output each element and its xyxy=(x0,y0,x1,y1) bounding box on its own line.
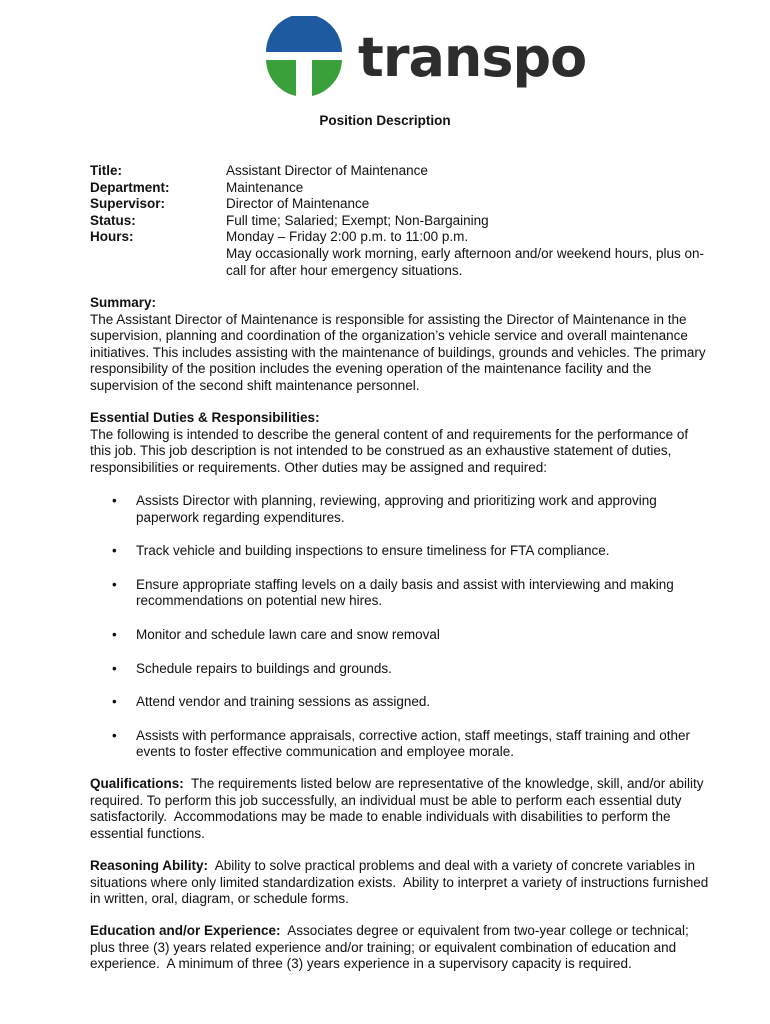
bullet-icon: • xyxy=(112,694,117,710)
duties-section xyxy=(90,410,712,476)
field-value: May occasionally work morning, early afternoon and/or weekend hours, plus on-call for after hour emergency situations. xyxy=(226,245,704,278)
field-label: Title: xyxy=(90,163,123,178)
reasoning-heading: Reasoning Ability: xyxy=(90,858,209,873)
bullet-icon: • xyxy=(112,576,117,592)
duties-intro: The following is intended to describe the general content of and requirements for the performance of this job. This job description is not intended to be construed as an exhaustive statement of duties, responsibilities or requirements. Other duties may be assigned and required: xyxy=(90,426,689,475)
field-value: Monday – Friday 2:00 p.m. to 11:00 p.m. xyxy=(226,229,469,245)
summary-heading: Summary: xyxy=(90,295,157,310)
duties-list xyxy=(112,493,712,778)
field-status xyxy=(90,213,710,230)
field-label: Supervisor: xyxy=(90,196,166,212)
duty-text: Ensure appropriate staffing levels on a daily basis and assist with interviewing and making recommendations on potential new hires. xyxy=(136,576,674,609)
list-item xyxy=(112,493,712,526)
education-heading: Education and/or Experience: xyxy=(90,923,281,938)
field-value: Assistant Director of Maintenance xyxy=(226,163,428,178)
bullet-icon: • xyxy=(112,626,117,642)
list-item xyxy=(112,543,712,560)
qualifications-section xyxy=(90,776,712,842)
list-item xyxy=(112,577,712,610)
duty-text: Attend vendor and training sessions as assigned. xyxy=(136,694,431,710)
position-fields xyxy=(90,163,710,279)
summary-text: The Assistant Director of Maintenance is responsible for assisting the Director of Maintenance in the supervision, planning and coordination of the organization’s vehicle service and overall maintenance initiatives. This includes assisting with the maintenance of buildings, grounds and vehicles. The primary responsibility of the position includes the evening operation of the maintenance facility and the supervision of the second shift maintenance personnel. xyxy=(90,311,706,393)
field-supervisor xyxy=(90,196,710,213)
qualifications-text: The requirements listed below are representative of the knowledge, skill, and/or ability required. To perform this job successfully, an individual must be able to perform each essential duty satisfactorily. Accommodations may be made to enable individuals with disabilities to perform the essential functions. xyxy=(90,776,708,841)
bullet-icon: • xyxy=(112,660,117,676)
summary-section xyxy=(90,295,712,395)
list-item xyxy=(112,661,712,678)
duty-text: Monitor and schedule lawn care and snow removal xyxy=(136,626,440,642)
list-item xyxy=(112,694,712,711)
field-label xyxy=(90,246,226,279)
duty-text: Schedule repairs to buildings and grounds. xyxy=(136,660,392,676)
field-value: Director of Maintenance xyxy=(226,196,370,212)
transpo-logo-mark-icon xyxy=(262,16,346,100)
field-hours-note xyxy=(90,246,710,279)
list-item xyxy=(112,728,712,761)
duties-heading: Essential Duties & Responsibilities: xyxy=(90,410,320,425)
field-hours xyxy=(90,229,710,246)
field-label: Department: xyxy=(90,179,170,195)
bullet-icon: • xyxy=(112,493,117,508)
duty-text: Assists Director with planning, reviewing, approving and prioritizing work and approving paperwork regarding expenditures. xyxy=(136,493,657,525)
transpo-logo xyxy=(262,16,587,100)
education-text: Associates degree or equivalent from two-year college or technical; plus three (3) years related experience and/or training; or equivalent combination of education and experience. A minimum of three (3) years experience in a supervisory capacity is required. xyxy=(90,923,693,972)
page-title: Position Description xyxy=(319,113,451,128)
field-label: Status: xyxy=(90,212,136,228)
field-title xyxy=(90,163,710,180)
bullet-icon: • xyxy=(112,543,117,559)
field-label: Hours: xyxy=(90,229,134,245)
reasoning-text: Ability to solve practical problems and deal with a variety of concrete variables in situations where only limited standardization exists. Ability to interpret a variety of instructions furnished in written, oral, diagram, or schedule forms. xyxy=(90,858,713,907)
reasoning-section xyxy=(90,858,712,908)
duty-text: Track vehicle and building inspections to ensure timeliness for FTA compliance. xyxy=(136,543,610,559)
field-department xyxy=(90,180,710,197)
qualifications-heading: Qualifications: xyxy=(90,776,184,791)
field-value: Maintenance xyxy=(226,179,304,195)
field-value: Full time; Salaried; Exempt; Non-Bargaining xyxy=(226,212,489,228)
list-item xyxy=(112,627,712,644)
education-section xyxy=(90,923,712,973)
logo-wordmark: transpo xyxy=(358,26,587,89)
bullet-icon: • xyxy=(112,727,117,743)
duty-text: Assists with performance appraisals, corrective action, staff meetings, staff training and other events to foster effective communication and employee morale. xyxy=(136,727,691,760)
